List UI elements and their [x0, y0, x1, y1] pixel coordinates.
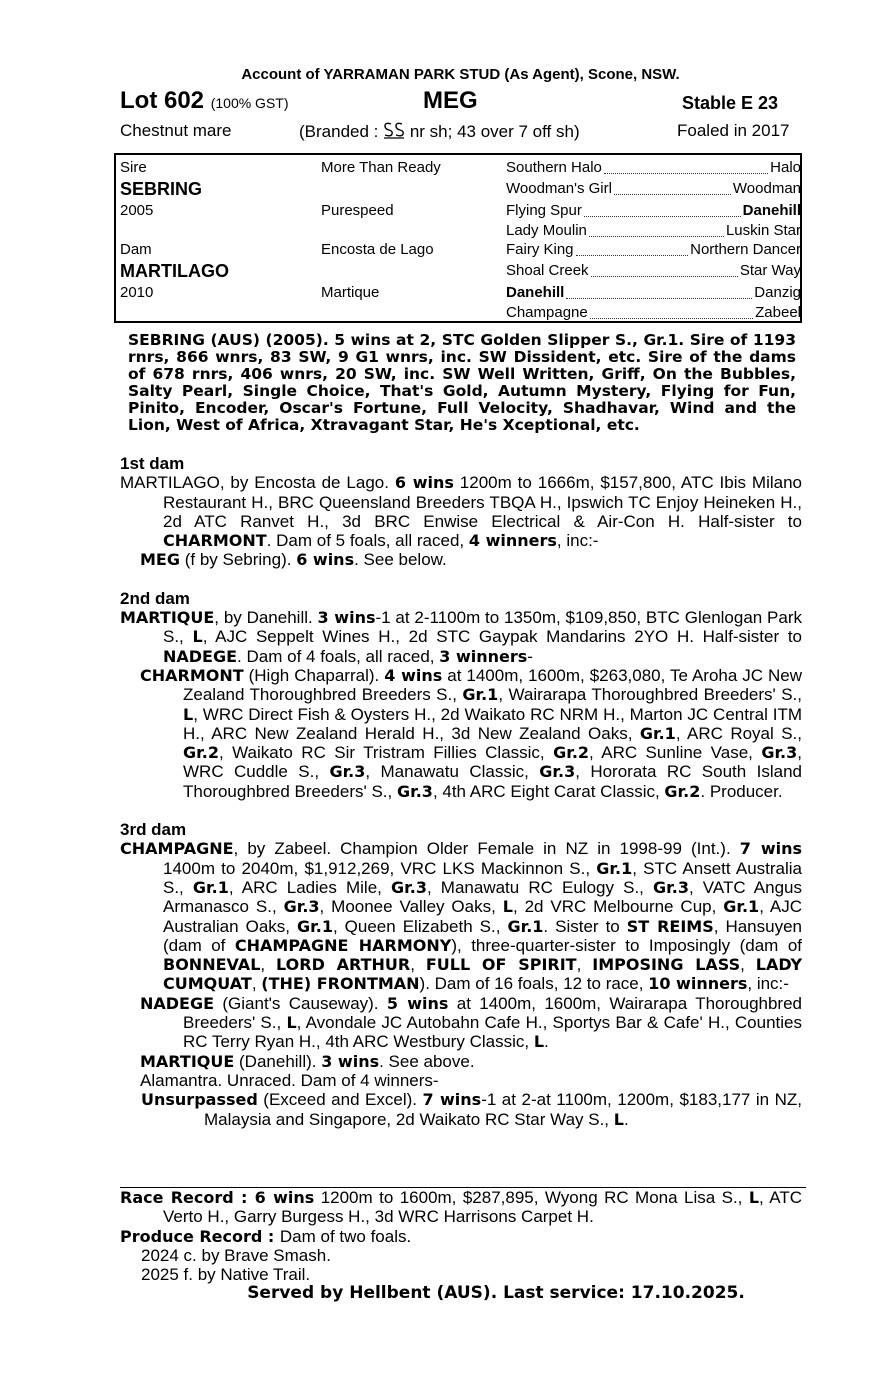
horse-name: MEG [423, 87, 478, 114]
alamantra-progeny-unsurpassed: Unsurpassed (Exceed and Excel). 7 wins-1 at 2-at 1100m, 1200m, $183,177 in NZ, Malaysia and Singapore, 2d Waikato RC Star Way S., L. [141, 1090, 802, 1129]
ancestor-sire: Danzig [754, 284, 801, 301]
ancestor-name: Champagne [506, 304, 588, 321]
sire-dam: Purespeed [321, 202, 394, 219]
first-dam-heading: 1st dam [120, 454, 185, 473]
ancestor-sire: Northern Dancer [690, 241, 801, 258]
sire-sire: More Than Ready [321, 159, 441, 176]
produce-foal-2024: 2024 c. by Brave Smash. [141, 1245, 331, 1265]
dam-year: 2010 [120, 284, 154, 301]
pedigree-table [114, 153, 802, 323]
ancestor-name: Southern Halo [506, 159, 602, 176]
second-dam-entry: MARTIQUE, by Danehill. 3 wins-1 at 2-1100m to 1350m, $109,850, BTC Glenlogan Park S., L, AJC Seppelt Wines H., 2d STC Gaypak Mandarins 2YO H. Half-sister to NADEGE. Dam of 4 foals, all raced, 3 winners- [120, 608, 803, 666]
brand-suffix: nr sh; 43 over 7 off sh) [405, 122, 580, 141]
dam-name: MARTILAGO [120, 261, 229, 281]
ancestor-row [506, 303, 801, 324]
first-dam-section [120, 454, 802, 1129]
leader-dots [591, 261, 738, 277]
footer-section [120, 1188, 802, 1304]
ancestor-sire: Danehill [742, 202, 801, 219]
stable-location: Stable E 23 [682, 93, 779, 113]
sire-name: SEBRING [120, 179, 203, 199]
lot-label: Lot 602 [120, 87, 205, 114]
ancestor-name: Fairy King [506, 241, 574, 258]
leader-dots [604, 158, 768, 174]
horse-sex: Chestnut mare [120, 121, 232, 140]
ancestor-row [506, 221, 801, 242]
brand-description [299, 121, 580, 142]
ancestor-name: Woodman's Girl [506, 180, 612, 197]
first-dam-entry: MARTILAGO, by Encosta de Lago. 6 wins 1200m to 1666m, $157,800, ATC Ibis Milano Restaurant H., BRC Queensland Breeders TBQA H., Ipswich TC Enjoy Heineken H., 2d ATC Ranvet H., 3d BRC Enwise Electrical & Air-Con H. Half-sister to CHARMONT. Dam of 5 foals, all raced, 4 winners, inc:- [120, 473, 802, 551]
ancestor-name: Lady Moulin [506, 222, 587, 239]
ancestor-sire: Star Way [739, 262, 801, 279]
ancestor-sire: Luskin Star [725, 222, 801, 239]
ancestor-row [506, 261, 801, 282]
third-dam-heading: 3rd dam [120, 820, 187, 840]
ancestor-row [506, 283, 801, 304]
third-dam-progeny-nadege: NADEGE (Giant's Causeway). 5 wins at 1400m, 1600m, Wairarapa Thoroughbred Breeders' S., L, Avondale JC Autobahn Cafe H., Sportys Bar & Cafe' H., Counties RC Terry Ryan H., 4th ARC Westbury Classic, L. [140, 993, 802, 1052]
lot-number [120, 87, 289, 115]
second-dam-heading: 2nd dam [120, 588, 190, 608]
ancestor-name: Flying Spur [506, 202, 582, 219]
vendor-account: Account of YARRAMAN PARK STUD (As Agent), Scone, NSW. [241, 66, 680, 83]
leader-dots [584, 201, 741, 217]
ancestor-sire: Zabeel [755, 304, 801, 321]
dam-sire: Encosta de Lago [321, 241, 434, 258]
sire-label: Sire [120, 159, 147, 176]
brand-mark-icon [383, 121, 405, 139]
ancestor-sire: Halo [770, 159, 801, 176]
sire-year: 2005 [120, 202, 154, 219]
third-dam-progeny-alamantra: Alamantra. Unraced. Dam of 4 winners- [140, 1070, 439, 1090]
ancestor-sire: Woodman [732, 180, 801, 197]
leader-dots [589, 221, 724, 237]
sire-summary: SEBRING (AUS) (2005). 5 wins at 2, STC Golden Slipper S., Gr.1. Sire of 1193 rnrs, 866 wnrs, 83 SW, 9 G1 wnrs, inc. SW Dissident, etc. Sire of the dams of 678 rnrs, 406 wnrs, 20 SW, inc. SW Well Written, Griff, On the Bubbles, Salty Pearl, Single Choice, That's Gold, Autumn Mystery, Flying for Fun, Pinito, Encoder, Oscar's Fortune, Full Velocity, Shadhavar, Wind and the Lion, West of Africa, Xtravagant Star, He's Xceptional, etc. [128, 331, 796, 434]
first-dam-progeny: MEG (f by Sebring). 6 wins. See below. [140, 550, 447, 570]
leader-dots [566, 283, 752, 299]
ancestor-row [506, 240, 801, 261]
produce-foal-2025: 2025 f. by Native Trail. [141, 1265, 311, 1285]
dam-label: Dam [120, 241, 152, 258]
gst-note: (100% GST) [210, 95, 289, 111]
ancestor-name: Shoal Creek [506, 262, 589, 279]
leader-dots [576, 240, 689, 256]
ancestor-name: Danehill [506, 284, 565, 301]
foaled-year: Foaled in 2017 [677, 121, 790, 140]
ancestor-row [506, 201, 801, 222]
brand-prefix: (Branded : [299, 122, 384, 141]
ancestor-row [506, 179, 801, 200]
ancestor-row [506, 158, 801, 179]
third-dam-entry: CHAMPAGNE, by Zabeel. Champion Older Female in NZ in 1998-99 (Int.). 7 wins 1400m to 2040m, $1,912,269, VRC LKS Mackinnon S., Gr.1, STC Ansett Australia S., Gr.1, ARC Ladies Mile, Gr.3, Manawatu RC Eulogy S., Gr.3, VATC Angus Armanasco S., Gr.3, Moonee Valley Oaks, L, 2d VRC Melbourne Cup, Gr.1, AJC Australian Oaks, Gr.1, Queen Elizabeth S., Gr.1. Sister to ST REIMS, Hansuyen (dam of CHAMPAGNE HARMONY), three-quarter-sister to Imposingly (dam of BONNEVAL, LORD ARTHUR, FULL OF SPIRIT, IMPOSING LASS, LADY CUMQUAT, (THE) FRONTMAN). Dam of 16 foals, 12 to race, 10 winners, inc:- [120, 839, 803, 994]
leader-dots [590, 303, 753, 319]
second-dam-progeny-charmont: CHARMONT (High Chaparral). 4 wins at 1400m, 1600m, $263,080, Te Aroha JC New Zealand Thoroughbred Breeders S., Gr.1, Wairarapa Thoroughbred Breeders' S., L, WRC Direct Fish & Oysters H., 2d Waikato RC NRM H., Marton JC Central ITM H., ARC New Zealand Herald H., 3d New Zealand Oaks, Gr.1, ARC Royal S., Gr.2, Waikato RC Sir Tristram Fillies Classic, Gr.2, ARC Sunline Vase, Gr.3, WRC Cuddle S., Gr.3, Manawatu Classic, Gr.3, Hororata RC South Island Thoroughbred Breeders' S., Gr.3, 4th ARC Eight Carat Classic, Gr.2. Producer. [140, 665, 803, 801]
third-dam-progeny-martique: MARTIQUE (Danehill). 3 wins. See above. [140, 1051, 475, 1071]
dam-dam: Martique [321, 284, 380, 301]
leader-dots [614, 179, 731, 195]
race-record: Race Record : 6 wins 1200m to 1600m, $287,895, Wyong RC Mona Lisa S., L, ATC Verto H., Garry Burgess H., 3d WRC Harrisons Carpet H. [120, 1188, 802, 1227]
produce-record: Produce Record : Dam of two foals. [120, 1226, 412, 1246]
service-note: Served by Hellbent (AUS). Last service: 17.10.2025. [247, 1283, 745, 1304]
